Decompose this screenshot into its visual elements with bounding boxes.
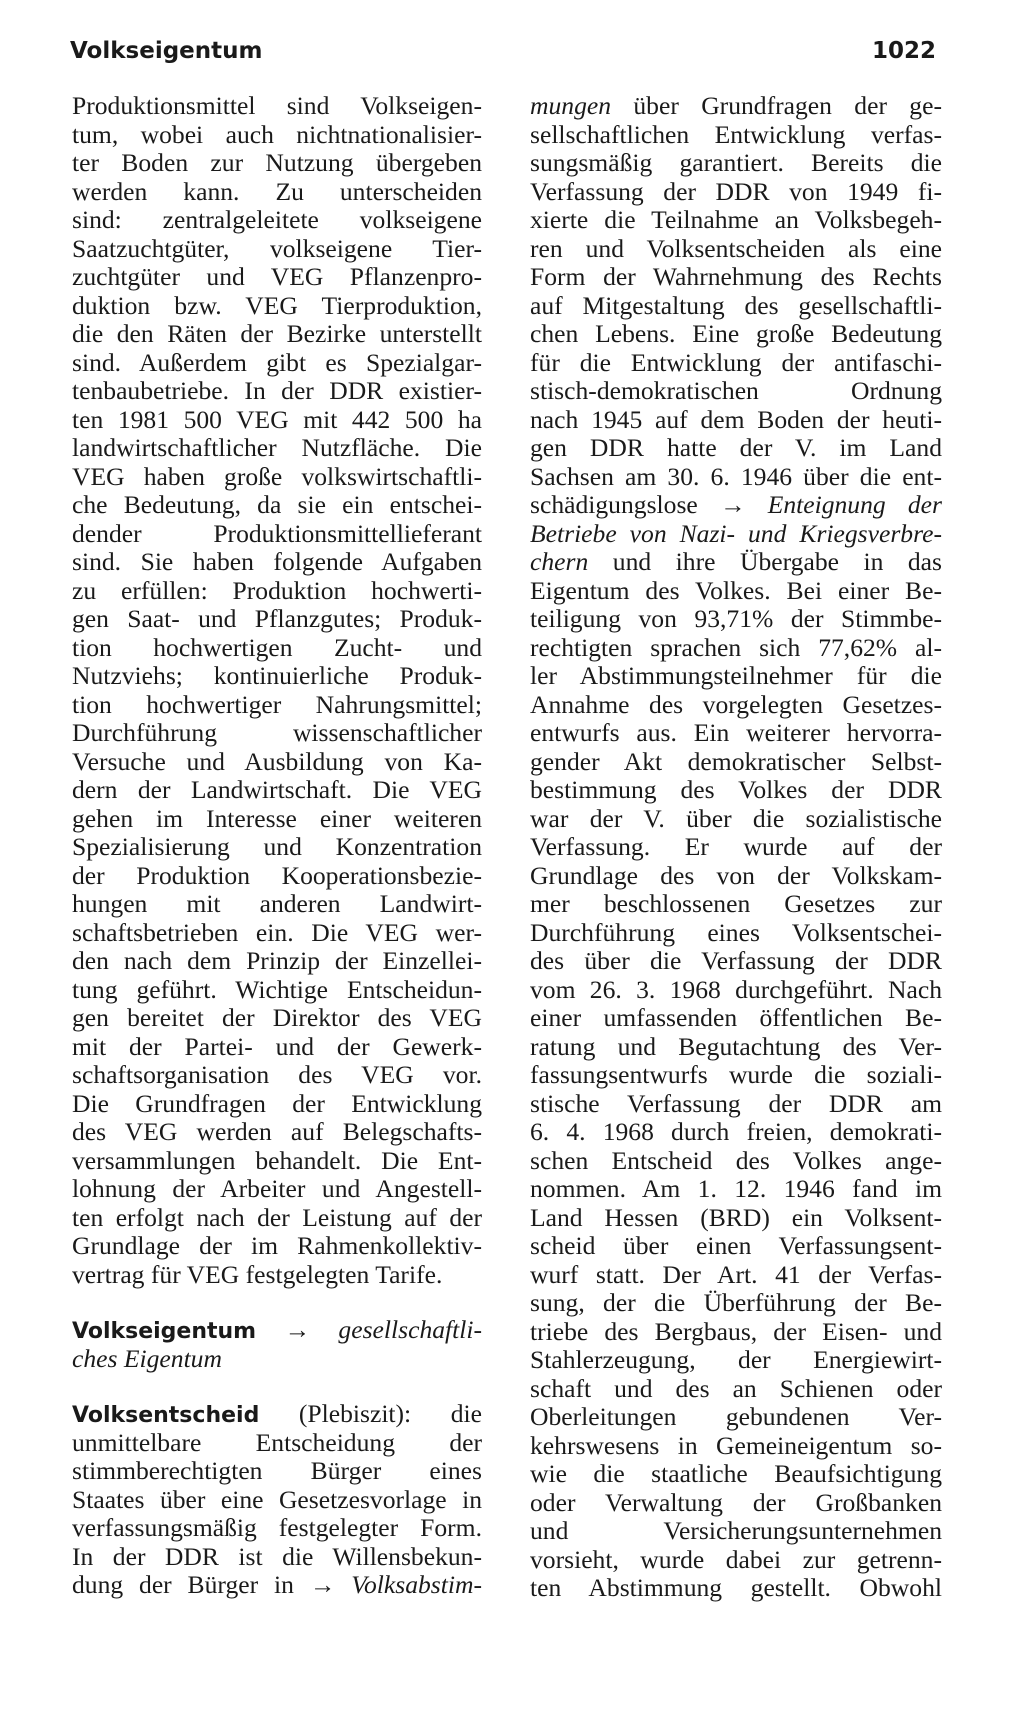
entry-gap [72, 1373, 482, 1400]
text-line: VEG haben große volkswirtschaftli- [72, 461, 482, 491]
text-line: schaft und des an Schienen oder [530, 1373, 942, 1403]
text-line: Stahlerzeugung, der Energiewirt- [530, 1345, 942, 1374]
text-line: schaftsorganisation des VEG vor. [72, 1060, 482, 1089]
text-line: dern der Landwirtschaft. Die VEG [72, 775, 482, 804]
text-line: tung geführt. Wichtige Entscheidun- [72, 974, 482, 1004]
text-line: ren und Volksentscheiden als eine [530, 233, 942, 263]
text-line: dender Produktionsmittellieferant [72, 518, 482, 548]
text-line: duktion bzw. VEG Tierproduktion, [72, 290, 482, 320]
text-line: gen Saat- und Pflanzgutes; Produk- [72, 604, 482, 633]
text-line: Sachsen am 30. 6. 1946 über die ent- [530, 461, 942, 491]
text-line: Oberleitungen gebundenen Ver- [530, 1402, 942, 1431]
text-line: lohnung der Arbeiter und Angestell- [72, 1174, 482, 1203]
text-line: schen Entscheid des Volkes ange- [530, 1145, 942, 1175]
text-line: teiligung von 93,71% der Stimmbe- [530, 604, 942, 633]
text-line: die den Räten der Bezirke unterstellt [72, 319, 482, 348]
text-line: Land Hessen (BRD) ein Volksent- [530, 1202, 942, 1232]
text-line: Grundlage des von der Volkskam- [530, 860, 942, 890]
text-line: entwurfs aus. Ein weiterer hervorra- [530, 718, 942, 747]
cross-reference-link[interactable]: chern [530, 547, 589, 576]
text-line: versammlungen behandelt. Die Ent- [72, 1145, 482, 1175]
text-line: ler Abstimmungsteilnehmer für die [530, 661, 942, 690]
text-line: Produktionsmittel sind Volkseigen- [72, 91, 482, 120]
text-line: ter Boden zur Nutzung übergeben [72, 148, 482, 177]
text-line: gen DDR hatte der V. im Land [530, 433, 942, 462]
cross-reference-arrow-icon: → [284, 1315, 311, 1344]
text-line: schädigungslose [530, 490, 698, 519]
text-line: und ihre Übergabe in das [612, 547, 942, 576]
entry-gap [72, 1289, 482, 1316]
headword: Volksentscheid [72, 1403, 260, 1428]
text-line: landwirtschaftlicher Nutzfläche. Die [72, 433, 482, 462]
cross-reference-link[interactable]: Enteignung der [767, 490, 942, 519]
text-line: Durchführung eines Volksentschei- [530, 917, 942, 947]
text-line: In der DDR ist die Willensbekun- [72, 1541, 482, 1571]
text-line: tion hochwertigen Zucht- und [72, 632, 482, 662]
text-line: sind. Sie haben folgende Aufgaben [72, 547, 482, 576]
text-line: Staates über eine Gesetzesvorlage in [72, 1484, 482, 1514]
text-line: zuchtgüter und VEG Pflanzenpro- [72, 262, 482, 291]
text-line: stimmberechtigten Bürger eines [72, 1456, 482, 1485]
text-line: sungsmäßig garantiert. Bereits die [530, 148, 942, 177]
text-line: verfassungsmäßig festgelegter Form. [72, 1513, 482, 1542]
text-line: gender Akt demokratischer Selbst- [530, 746, 942, 776]
text-line: über Grundfragen der ge- [633, 91, 942, 120]
text-line: rechtigten sprachen sich 77,62% al- [530, 632, 942, 662]
text-line: auf Mitgestaltung des gesellschaftli- [530, 290, 942, 320]
text-line: chen Lebens. Eine große Bedeutung [530, 319, 942, 348]
cross-reference-link[interactable]: mungen [530, 91, 612, 120]
text-line: kehrswesens in Gemeineigentum so- [530, 1430, 942, 1460]
right-column-body-b [530, 577, 942, 1603]
text-line: den nach dem Prinzip der Einzellei- [72, 946, 482, 975]
text-line: gehen im Interesse einer weiteren [72, 803, 482, 833]
text-line: zu erfüllen: Produktion hochwerti- [72, 575, 482, 605]
text-line: ten 1981 500 VEG mit 442 500 ha [72, 404, 482, 434]
text-line: gen bereitet der Direktor des VEG [72, 1003, 482, 1032]
text-line: tenbaubetriebe. In der DDR existier- [72, 376, 482, 405]
text-line: ten erfolgt nach der Leistung auf der [72, 1202, 482, 1232]
headword: Volkseigentum [72, 1319, 257, 1344]
text-line: tum, wobei auch nichtnationalisier- [72, 119, 482, 149]
text-line: Grundlage der im Rahmenkollektiv- [72, 1231, 482, 1260]
text-line: und Versicherungsunternehmen [530, 1516, 942, 1545]
text-line: (Plebiszit): die [298, 1399, 482, 1428]
cross-reference-link[interactable]: ches Eigentum [72, 1343, 222, 1373]
text-line: vom 26. 3. 1968 durchgeführt. Nach [530, 974, 942, 1004]
right-column-body-a [530, 121, 942, 492]
text-line: bestimmung des Volkes der DDR [530, 775, 942, 804]
right-column [530, 92, 942, 1603]
text-line: mit der Partei- und der Gewerk- [72, 1031, 482, 1061]
text-line: mer beschlossenen Gesetzes zur [530, 889, 942, 918]
text-line: stisch-demokratischen Ordnung [530, 376, 942, 405]
text-line: werden kann. Zu unterscheiden [72, 176, 482, 206]
text-line: xierte die Teilnahme an Volksbegeh- [530, 205, 942, 234]
text-line: Annahme des vorgelegten Gesetzes- [530, 689, 942, 719]
text-line: unmittelbare Entscheidung der [72, 1427, 482, 1457]
text-line: des VEG werden auf Belegschafts- [72, 1117, 482, 1146]
cross-reference-link[interactable]: Betriebe von Nazi- und Kriegsverbre- [530, 518, 942, 548]
cross-reference-arrow-icon: → [309, 1570, 336, 1599]
text-line: che Bedeutung, da sie ein entschei- [72, 490, 482, 519]
text-line: tion hochwertiger Nahrungsmittel; [72, 689, 482, 719]
text-line: Durchführung wissenschaftlicher [72, 718, 482, 747]
text-line: vertrag für VEG festgelegten Tarife. [72, 1259, 443, 1289]
entry-volksentscheid [72, 1400, 482, 1600]
text-line: sind: zentralgeleitete volkseigene [72, 205, 482, 234]
text-line: vorsieht, wurde dabei zur getrenn- [530, 1544, 942, 1574]
text-line: 6. 4. 1968 durch freien, demokrati- [530, 1117, 942, 1146]
text-line: wurf statt. Der Art. 41 der Verfas- [530, 1259, 942, 1289]
text-line: scheid über einen Verfassungsent- [530, 1231, 942, 1260]
text-line: Verfassung. Er wurde auf der [530, 832, 942, 861]
text-line: Form der Wahrnehmung des Rechts [530, 262, 942, 291]
text-line: ten Abstimmung gestellt. Obwohl [530, 1573, 942, 1602]
cross-reference-link[interactable]: Volksabstim- [351, 1570, 482, 1599]
cross-reference-link[interactable]: gesellschaftli- [338, 1315, 482, 1344]
page-number: 1022 [871, 38, 936, 64]
text-line: stische Verfassung der DDR am [530, 1088, 942, 1118]
text-line: dung der Bürger in [72, 1570, 294, 1599]
text-line: oder Verwaltung der Großbanken [530, 1487, 942, 1517]
text-line: für die Entwicklung der antifaschi- [530, 347, 942, 377]
text-line: Verfassung der DDR von 1949 fi- [530, 176, 942, 206]
text-line: des über die Verfassung der DDR [530, 946, 942, 975]
text-line: Saatzuchtgüter, volkseigene Tier- [72, 233, 482, 263]
entry-volkseigentum [72, 1316, 482, 1373]
text-line: Spezialisierung und Konzentration [72, 832, 482, 861]
text-line: der Produktion Kooperationsbezie- [72, 860, 482, 890]
text-line: Eigentum des Volkes. Bei einer Be- [530, 575, 942, 605]
text-line: sellschaftlichen Entwicklung verfas- [530, 119, 942, 149]
cross-reference-arrow-icon: → [719, 490, 746, 519]
text-line: schaftsbetrieben ein. Die VEG wer- [72, 917, 482, 947]
left-column-body [72, 92, 482, 1289]
left-column [72, 92, 482, 1600]
text-line: hungen mit anderen Landwirt- [72, 889, 482, 918]
text-line: Nutzviehs; kontinuierliche Produk- [72, 661, 482, 690]
text-line: ratung und Begutachtung des Ver- [530, 1031, 942, 1061]
text-line: einer umfassenden öffentlichen Be- [530, 1003, 942, 1032]
text-line: sung, der die Überführung der Be- [530, 1288, 942, 1317]
running-head: Volkseigentum [70, 38, 263, 64]
text-line: triebe des Bergbaus, der Eisen- und [530, 1316, 942, 1346]
text-line: nommen. Am 1. 12. 1946 fand im [530, 1174, 942, 1203]
text-line: wie die staatliche Beaufsichtigung [530, 1459, 942, 1488]
text-line: war der V. über die sozialistische [530, 803, 942, 833]
text-line: fassungsentwurfs wurde die soziali- [530, 1060, 942, 1089]
text-line: Versuche und Ausbildung von Ka- [72, 746, 482, 776]
text-line: nach 1945 auf dem Boden der heuti- [530, 404, 942, 434]
text-line: Die Grundfragen der Entwicklung [72, 1088, 482, 1118]
text-line: sind. Außerdem gibt es Spezialgar- [72, 347, 482, 377]
